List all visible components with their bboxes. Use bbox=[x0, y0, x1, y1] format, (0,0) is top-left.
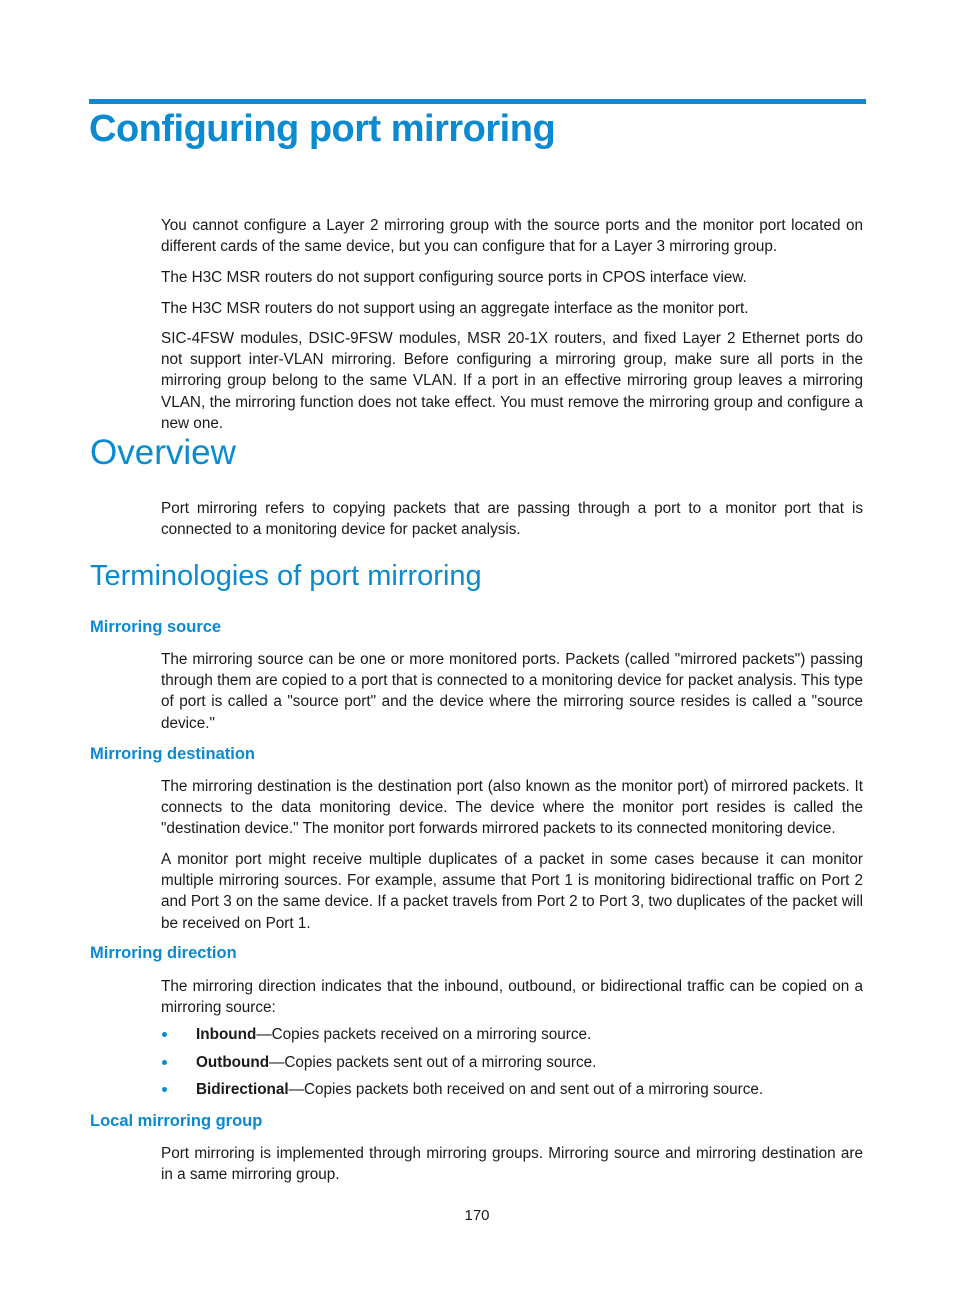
page-title: Configuring port mirroring bbox=[89, 108, 556, 150]
bullet-term: Bidirectional bbox=[196, 1081, 289, 1098]
terminologies-heading: Terminologies of port mirroring bbox=[90, 560, 482, 592]
local-mirroring-group-heading: Local mirroring group bbox=[90, 1112, 263, 1130]
mirroring-source-heading: Mirroring source bbox=[90, 618, 222, 636]
bullet-icon bbox=[162, 1060, 167, 1065]
bullet-desc: —Copies packets sent out of a mirroring source. bbox=[269, 1054, 597, 1071]
mirroring-source-text: The mirroring source can be one or more monitored ports. Packets (called "mirrored packets") passing through them are copied to a port that is connected to a monitoring device for packet analysis. This type of port is called a "source port" and the device where the mirroring source resides is called a "source device." bbox=[161, 651, 863, 732]
note-paragraph-1: You cannot configure a Layer 2 mirroring group with the source ports and the monitor port located on different cards of the same device, but you can configure that for a Layer 3 mirroring group. bbox=[161, 217, 863, 256]
overview-text: Port mirroring refers to copying packets that are passing through a port to a monitor port that is connected to a monitoring device for packet analysis. bbox=[161, 500, 863, 539]
note-paragraph-2: The H3C MSR routers do not support configuring source ports in CPOS interface view. bbox=[161, 269, 747, 286]
page-number: 170 bbox=[464, 1207, 490, 1224]
local-mirroring-group-text: Port mirroring is implemented through mirroring groups. Mirroring source and mirroring destination are in a same mirroring group. bbox=[161, 1145, 863, 1184]
bullet-desc: —Copies packets both received on and sent out of a mirroring source. bbox=[288, 1081, 764, 1098]
bullet-desc: —Copies packets received on a mirroring source. bbox=[256, 1026, 592, 1043]
bullet-icon bbox=[162, 1087, 167, 1092]
mirroring-destination-heading: Mirroring destination bbox=[90, 745, 255, 763]
title-rule bbox=[89, 99, 866, 104]
note-paragraph-3: The H3C MSR routers do not support using an aggregate interface as the monitor port. bbox=[161, 300, 749, 317]
note-paragraph-4: SIC-4FSW modules, DSIC-9FSW modules, MSR 20-1X routers, and fixed Layer 2 Ethernet ports do not support inter-VLAN mirroring. Before configuring a mirroring group, make sure all ports in the mirroring group belong to the same VLAN. If a port in an effective mirroring group leaves a mirroring VLAN, the mirroring function does not take effect. You must remove the mirroring group and configure a new one. bbox=[161, 330, 863, 432]
overview-heading: Overview bbox=[90, 433, 236, 472]
bullet-term: Inbound bbox=[196, 1026, 257, 1043]
mirroring-direction-heading: Mirroring direction bbox=[90, 944, 237, 962]
bullet-term: Outbound bbox=[196, 1054, 270, 1071]
mirroring-destination-text-1: The mirroring destination is the destination port (also known as the monitor port) of mirrored packets. It connects to the data monitoring device. The device where the monitor port resides is called the "destination device." The monitor port forwards mirrored packets to its connected monitoring device. bbox=[161, 778, 863, 838]
mirroring-direction-text: The mirroring direction indicates that the inbound, outbound, or bidirectional traffic can be copied on a mirroring source: bbox=[161, 978, 863, 1017]
bullet-icon bbox=[162, 1032, 167, 1037]
mirroring-destination-text-2: A monitor port might receive multiple duplicates of a packet in some cases because it can monitor multiple mirroring sources. For example, assume that Port 1 is monitoring bidirectional traffic on Port 2 and Port 3 on the same device. If a packet travels from Port 2 to Port 3, two duplicates of the packet will be received on Port 1. bbox=[161, 851, 863, 932]
